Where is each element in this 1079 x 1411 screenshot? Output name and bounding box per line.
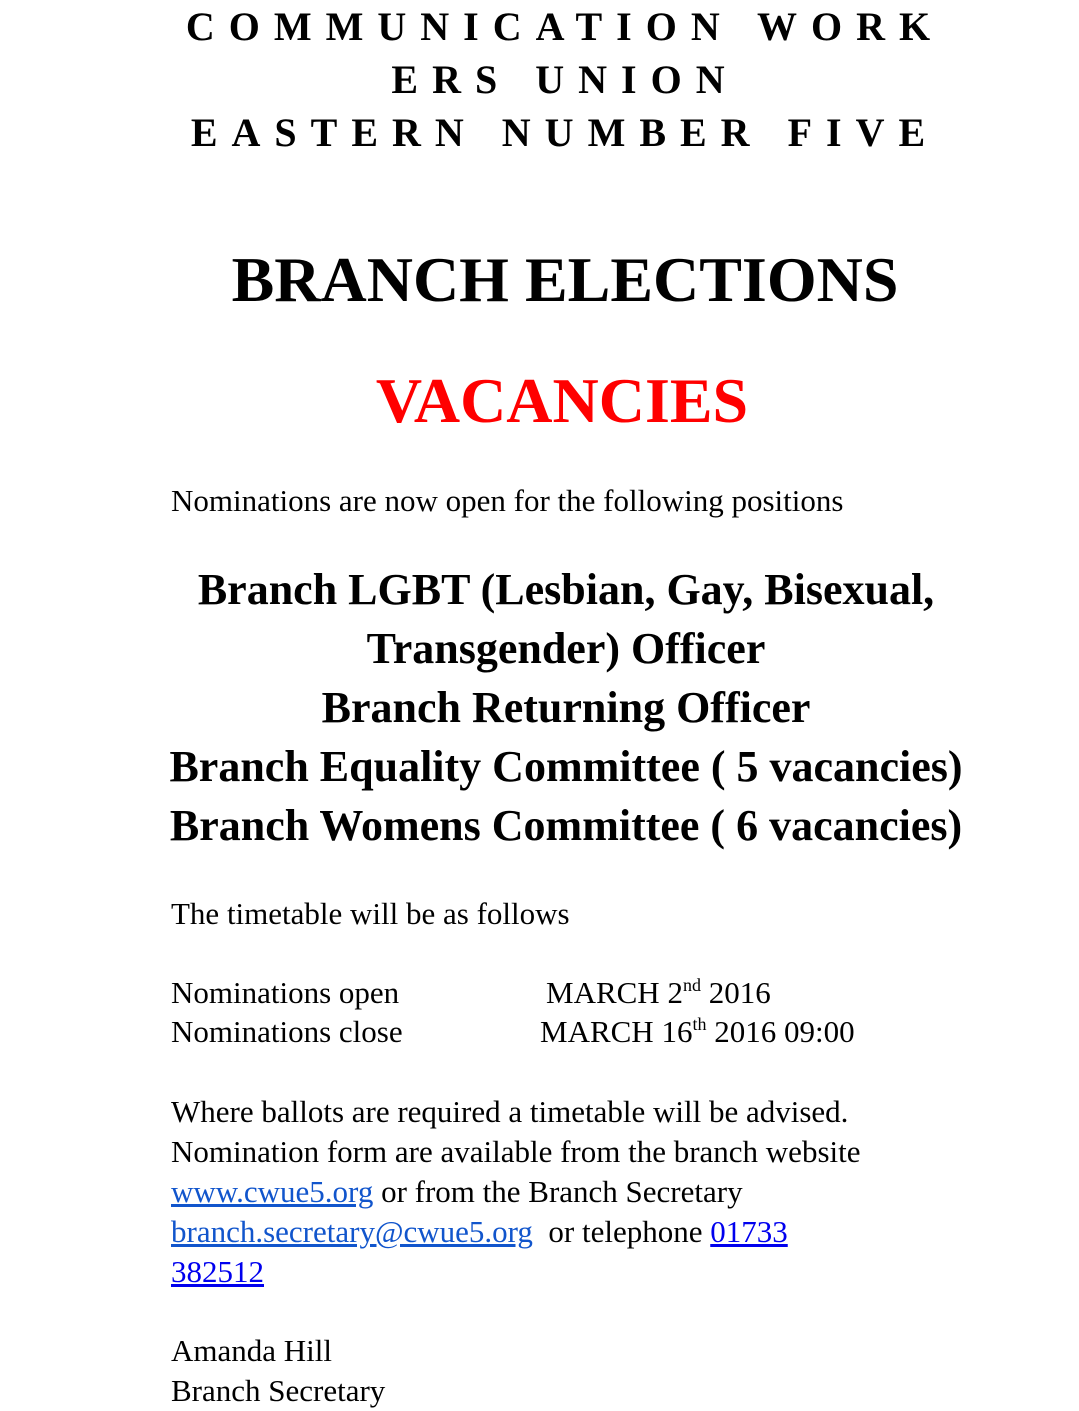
union-title-line-2: ERS UNION: [391, 57, 739, 102]
close-date-suffix: th: [692, 1014, 707, 1034]
subhead-vacancies: VACANCIES: [375, 365, 749, 436]
open-date-suffix: nd: [682, 975, 701, 995]
union-title-line-1: COMMUNICATION WORK: [185, 4, 945, 49]
position-item: Branch Returning Officer: [321, 683, 811, 732]
open-date-month-day: MARCH 2: [546, 975, 683, 1010]
website-link[interactable]: www.cwue5.org: [171, 1174, 374, 1209]
position-item: Branch LGBT (Lesbian, Gay, Bisexual,: [197, 565, 935, 614]
info-line-forms: Nomination form are available from the branch website: [171, 1134, 861, 1169]
signoff-role: Branch Secretary: [171, 1373, 386, 1408]
intro-text: Nominations are now open for the following positions: [171, 483, 844, 518]
position-item: Branch Equality Committee ( 5 vacancies): [169, 742, 963, 791]
info-line-email: [171, 1212, 861, 1252]
union-title-line-3: EASTERN NUMBER FIVE: [190, 110, 940, 155]
info-line-phone: [171, 1252, 861, 1292]
email-link[interactable]: branch.secretary@cwue5.org: [171, 1214, 533, 1249]
close-date-rest: 2016 09:00: [706, 1014, 855, 1049]
info-line-website: [171, 1172, 861, 1212]
phone-link-part-1[interactable]: 01733: [710, 1214, 788, 1249]
info-paragraph: [171, 1092, 861, 1292]
timetable-close-date: [540, 1012, 855, 1052]
after-website-text: or from the Branch Secretary: [373, 1174, 743, 1209]
info-line-ballots: Where ballots are required a timetable will be advised.: [171, 1094, 849, 1129]
timetable-close-label: Nominations close: [171, 1014, 403, 1049]
phone-link-part-2[interactable]: 382512: [171, 1254, 264, 1289]
after-email-text: or telephone: [532, 1214, 711, 1249]
timetable-open-date: [546, 973, 771, 1013]
headline: BRANCH ELECTIONS: [231, 244, 899, 315]
position-item: Transgender) Officer: [366, 624, 766, 673]
signoff: [171, 1331, 385, 1411]
union-title: [0, 0, 1079, 159]
signoff-name: Amanda Hill: [171, 1333, 332, 1368]
close-date-month-day: MARCH 16: [540, 1014, 693, 1049]
timetable-intro: The timetable will be as follows: [171, 896, 570, 931]
position-item: Branch Womens Committee ( 6 vacancies): [169, 801, 963, 850]
open-date-rest: 2016: [700, 975, 771, 1010]
positions-list: [0, 560, 1079, 855]
timetable-open-label: Nominations open: [171, 975, 400, 1010]
